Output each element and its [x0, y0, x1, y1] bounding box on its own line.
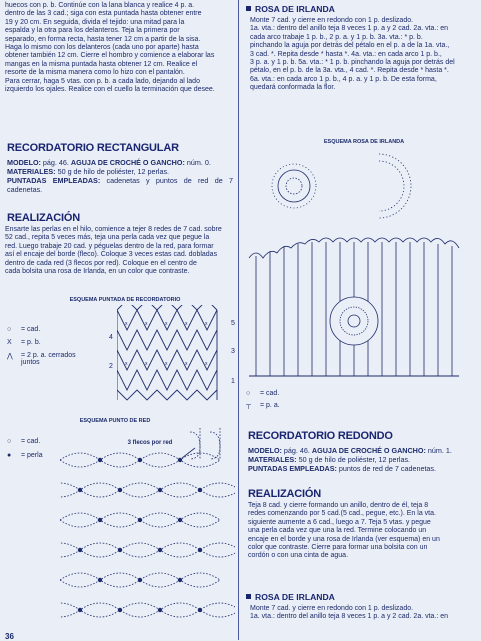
legend-row: ○ = cad.: [7, 326, 41, 333]
text-line: mangas en la misma puntada hasta obtener 12 cm. Realice el: [5, 60, 198, 68]
text-line: 3 cad. *. Repita desde * hasta *. 4a. vta.: en cada arco 1 p. b.,: [250, 50, 442, 58]
text-line: así el encaje del borde (fleco). Coloque 3 veces estas cad. dobladas: [5, 251, 218, 259]
row-number-1: 1: [231, 378, 235, 385]
chain-symbol-icon: ○: [246, 390, 251, 397]
rosa-paragraph-1: [250, 17, 476, 93]
text-line: 1a. vta.: dentro del anillo teja 8 veces 1 p. a y 2 cad. 2a. vta.: en: [250, 613, 449, 621]
svg-text:x: x: [125, 321, 128, 327]
text-line: Haga lo mismo con los delanteros (cada uno por aparte) hasta: [5, 44, 199, 52]
legend-rosa: [246, 390, 306, 414]
svg-text:x: x: [145, 321, 148, 327]
title-realizacion-2: REALIZACIÓN: [248, 488, 321, 500]
text-line: 1a. vta.: dentro del anillo teja 8 veces 1 p. a y 2 cad. 2a. vta.: en: [250, 25, 449, 33]
square-bullet-icon: [246, 594, 251, 599]
title-rosa-irlanda-1: ROSA DE IRLANDA: [246, 4, 335, 14]
text-line: espalda y la otra para los delanteros. Teja la primera por: [5, 27, 180, 35]
text-line: dentro de las 3 cad.; siga con esta puntada hasta obtener entre: [5, 10, 202, 18]
text-line: huecos con p. b. Continúe con la lana blanca y realice 4 p. a.: [5, 2, 195, 9]
text-line: una perla cada vez que una la red. Termine colocando un: [248, 527, 427, 535]
spec-modelo-2: MODELO: pág. 46. AGUJA DE CROCHÉ O GANCHO: núm. 1.: [248, 446, 452, 455]
text-line: dentro de cada red (3 flecos por red). Coloque en el centro de: [5, 259, 197, 267]
flecos-label: 3 flecos por red: [127, 440, 173, 446]
text-line: quedará conformada la flor.: [250, 84, 336, 92]
legend-1: [7, 326, 107, 372]
double-cluster-symbol-icon: ⋀: [7, 353, 13, 360]
chain-symbol-icon: ○: [7, 438, 12, 445]
title-recordatorio-redondo: RECORDATORIO REDONDO: [248, 430, 393, 442]
spec-puntadas-2: PUNTADAS EMPLEADAS: puntos de red de 7 cadenetas.: [248, 464, 437, 473]
text-line: redes comenzando por 5 cad.(5 cad., pegue, etc.). En la vta.: [248, 510, 436, 518]
text-line: pinchando la aguja por detrás del pétalo en el p. a de la 1a. vta.,: [250, 42, 450, 50]
column-divider: [238, 0, 239, 640]
bead-symbol-icon: ●: [7, 452, 12, 459]
text-line: separado, en forma recta, hasta tener 12 cm a partir de la sisa.: [5, 35, 201, 43]
legend-row: ● = perla: [7, 452, 43, 459]
text-line: red. Luego trabaje 20 cad. y péguelas dentro de la red, para formar: [5, 242, 214, 250]
square-bullet-icon: [246, 6, 251, 11]
text-line: resorte de la misma manera como lo hizo con el pantalón.: [5, 69, 185, 77]
row-number-3: 3: [231, 348, 235, 355]
text-line: Teja 8 cad. y cierre formando un anillo, dentro de él, teja 8: [248, 502, 429, 509]
text-line: cada bolsita una rosa de Irlanda, en un color que contraste.: [5, 268, 190, 276]
text-line: 19 y 20 cm. En seguida, divida el tejido: una mitad para la: [5, 18, 185, 26]
legend-2: [7, 438, 67, 466]
legend-row: ○ = cad.: [246, 390, 280, 397]
legend-row: X = p. b.: [7, 339, 41, 346]
text-line: cordón o con una cinta de agua.: [248, 552, 349, 560]
esquema-caption-2: ESQUEMA PUNTO DE RED: [79, 418, 151, 424]
row-number-2: 2: [109, 363, 113, 370]
text-line: 3 p. a. y 1 p. b. 5a. vta.: * 1 p. b. pinchando la aguja por detrás del: [250, 59, 455, 67]
svg-text:x: x: [205, 321, 208, 327]
svg-text:x: x: [205, 361, 208, 367]
specs-block-1: [7, 158, 233, 194]
esquema-rosa-caption: ESQUEMA ROSA DE IRLANDA: [323, 139, 405, 145]
legend-row: ⋀ = 2 p. a. cerrados juntos: [7, 352, 76, 366]
realizacion-paragraph-1: [5, 226, 233, 276]
esquema-caption-1: ESQUEMA PUNTADA DE RECORDATORIO: [69, 297, 181, 303]
rosa-paragraph-2: [250, 605, 476, 622]
row-number-5: 5: [231, 320, 235, 327]
svg-text:x: x: [165, 321, 168, 327]
svg-text:x: x: [145, 361, 148, 367]
text-line: obtener también 12 cm. Cierre el hombro y comience a elaborar las: [5, 52, 215, 60]
text-line: Monte 7 cad. y cierre en redondo con 1 p. deslizado.: [250, 605, 414, 612]
specs-block-2: [248, 446, 474, 473]
text-line: Monte 7 cad. y cierre en redondo con 1 p. deslizado.: [250, 17, 414, 24]
svg-text:x: x: [185, 321, 188, 327]
svg-text:x: x: [185, 361, 188, 367]
spec-modelo: MODELO: pág. 46. AGUJA DE CROCHÉ O GANCHO: núm. 0.: [7, 158, 211, 167]
text-line: color que contraste. Cierre para formar una bolsita con un: [248, 544, 428, 552]
realizacion-paragraph-2: [248, 502, 474, 561]
text-line: Para cerrar, haga 5 vtas. con p. b. a cada lado, dejando al lado: [5, 77, 200, 85]
spec-materiales: MATERIALES: 50 g de hilo de poliéster, 12 perlas.: [7, 167, 170, 176]
title-recordatorio-rectangular: RECORDATORIO RECTANGULAR: [7, 142, 179, 154]
title-realizacion-1: REALIZACIÓN: [7, 212, 80, 224]
esquema-puntada-diagram: [117, 305, 227, 405]
spec-puntadas: PUNTADAS EMPLEADAS: cadenetas y puntos de red de 7 cadenetas.: [7, 176, 233, 194]
text-line: cada arco trabaje 1 p. b., 2 p. a. y 1 p. b. 3a. vta.: * p. b.: [250, 33, 423, 41]
text-line: siguiente aumente a 6 cad., luego a 7. Teja 5 vtas. y pegue: [248, 518, 431, 526]
title-rosa-irlanda-2: ROSA DE IRLANDA: [246, 592, 335, 602]
text-line: encaje en el borde y una rosa de Irlanda (ver esquema) en un: [248, 535, 440, 543]
legend-row: ○ = cad.: [7, 438, 41, 445]
svg-text:x: x: [165, 361, 168, 367]
spec-materiales-2: MATERIALES: 50 g de hilo de poliéster, 12 perlas.: [248, 455, 411, 464]
page-number: 36: [5, 632, 14, 641]
text-line: pétalo, en el p. b. de la 3a. vta., 4 cad. *. Repita desde * hasta *.: [250, 67, 449, 75]
text-line: izquierdo los ojales. Realice con el cuello la terminación que desee.: [5, 86, 215, 94]
legend-row: ┬ = p. a.: [246, 402, 280, 409]
intro-paragraph: [5, 2, 233, 94]
double-crochet-symbol-icon: ┬: [246, 402, 251, 409]
esquema-rosa-diagram: [244, 146, 476, 386]
text-line: Ensarte las perlas en el hilo, comience a tejer 8 redes de 7 cad. sobre: [5, 226, 222, 233]
chain-symbol-icon: ○: [7, 326, 12, 333]
single-crochet-symbol-icon: X: [7, 339, 12, 346]
text-line: 52 cad., repita 5 veces más, teja una perla cada vez que pegue la: [5, 234, 210, 242]
esquema-red-diagram: [60, 420, 235, 630]
svg-text:x: x: [125, 361, 128, 367]
text-line: 6a. vta.: en cada arco 1 p. b., 4 p. a. y 1 p. b. De esta forma,: [250, 75, 437, 83]
row-number-4: 4: [109, 334, 113, 341]
